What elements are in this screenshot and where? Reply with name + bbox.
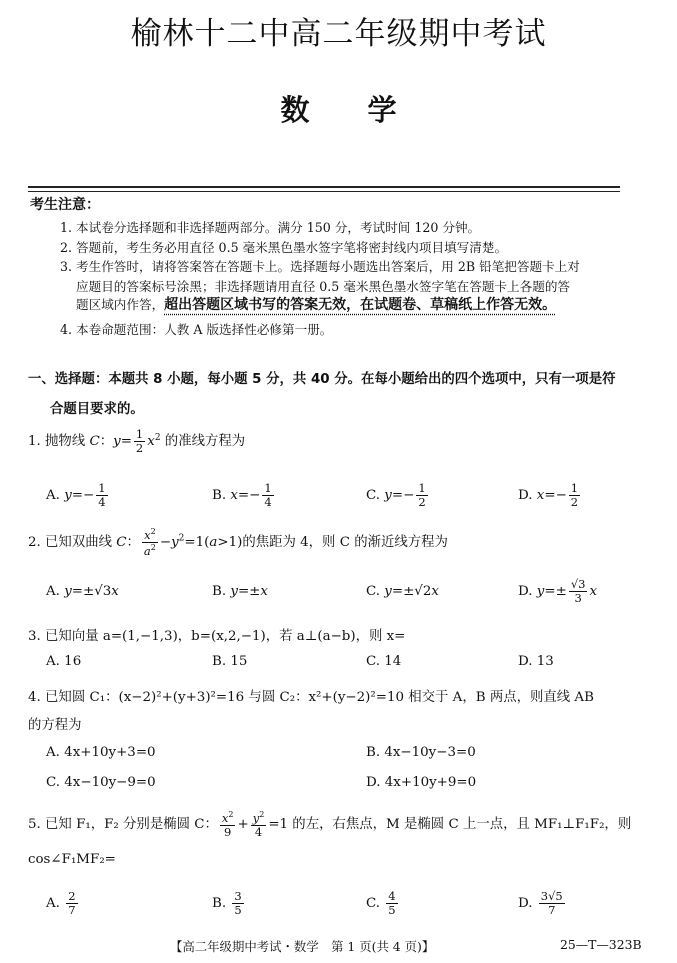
q5-option-b: B. $\frac{3}{5}$ <box>212 889 242 918</box>
divider <box>28 191 620 192</box>
q2-suffix: )的焦距为 4，则 C 的渐近线方程为 <box>237 535 448 551</box>
q4-option-a: A. 4x+10y+3=0 <box>46 745 156 760</box>
question-5-stem-cont: cos∠F₁MF₂= <box>28 852 116 867</box>
q2-prefix: 2. 已知双曲线 <box>28 535 117 551</box>
section-heading-cont: 合题目要求的。 <box>50 402 144 417</box>
q4-option-c: C. 4x−10y−9=0 <box>46 775 156 790</box>
question-1-stem: 1. 抛物线 C：y= $\frac{1}{2}$ $x^2$ 的准线方程为 <box>28 427 246 456</box>
q2-mid: =1( <box>184 535 210 551</box>
page-footer: 【高二年级期中考试・数学 第 1 页(共 4 页)】 <box>170 939 435 954</box>
q1-option-a: A. y=− $\frac{1}{4}$ <box>46 481 106 510</box>
question-2-stem: 2. 已知双曲线 C： $\frac{x^2}{a^2}$ $-y^2=1(a>1)$的焦距为 4，则 C 的渐近线方程为 <box>28 527 448 558</box>
q2-option-b: B. y=±x <box>212 584 268 599</box>
q5-prefix: 5. 已知 F₁，F₂ 分别是椭圆 C： <box>28 817 218 833</box>
q5-option-c: C. $\frac{4}{5}$ <box>366 889 396 918</box>
question-3-stem: 3. 已知向量 a=(1,−1,3)，b=(x,2,−1)，若 a⊥(a−b)，则 x= <box>28 629 406 644</box>
notice-item-1: 1. 本试卷分选择题和非选择题两部分。满分 150 分，考试时间 120 分钟。 <box>60 220 481 235</box>
notice-item-3: 3. 考生作答时，请将答案答在答题卡上。选择题每小题选出答案后，用 2B 铅笔把答题卡上对 <box>60 259 580 274</box>
exam-title: 榆林十二中高二年级期中考试 <box>130 16 547 52</box>
notice-item-4: 4. 本卷命题范围：人教 A 版选择性必修第一册。 <box>60 322 333 337</box>
question-4-stem-cont: 的方程为 <box>28 718 82 733</box>
q1-option-d: D. x=− $\frac{1}{2}$ <box>518 481 579 510</box>
divider <box>28 186 620 188</box>
q2-option-c: C. y=±√2x <box>366 584 439 599</box>
q1-option-c: C. y=− $\frac{1}{2}$ <box>366 481 426 510</box>
notice-text: 题区域内作答， <box>76 297 165 312</box>
notice-heading: 考生注意： <box>30 197 100 213</box>
notice-item-3-cont: 应题目的答案标号涂黑；非选择题请用直径 0.5 毫米黑色墨水签字笔在答题卡上各题的答 <box>76 279 571 294</box>
q1-option-b: B. x=− $\frac{1}{4}$ <box>212 481 272 510</box>
q2-option-d: D. y=± $\frac{√3}{3}$ x <box>518 577 598 606</box>
notice-item-2: 2. 答题前，考生务必用直径 0.5 毫米黑色墨水签字笔将密封线内项目填写清楚。 <box>60 240 508 255</box>
notice-item-3-cont <box>76 294 556 314</box>
question-5-stem: 5. 已知 F₁，F₂ 分别是椭圆 C： $\frac{x^2}{9}$ + $\frac{y^2}{4}$ =1 的左，右焦点，M 是椭圆 C 上一点，且 MF₁⊥F₁F₂，则 <box>28 810 632 840</box>
paper-code: 25—T—323B <box>560 937 642 952</box>
q3-option-a: A. 16 <box>46 654 82 669</box>
q5-option-a: A. $\frac{2}{7}$ <box>46 889 76 918</box>
question-4-stem: 4. 已知圆 C₁：(x−2)²+(y+3)²=16 与圆 C₂：x²+(y−2)²=10 相交于 A，B 两点，则直线 AB <box>28 690 594 705</box>
q1-suffix: 的准线方程为 <box>160 434 246 450</box>
q5-option-d: D. $\frac{3√5}{7}$ <box>518 889 563 918</box>
q3-option-b: B. 15 <box>212 654 248 669</box>
q4-option-d: D. 4x+10y+9=0 <box>366 775 477 790</box>
q3-option-d: D. 13 <box>518 654 554 669</box>
notice-emphasis: 超出答题区域书写的答案无效，在试题卷、草稿纸上作答无效。 <box>164 297 557 313</box>
q4-option-b: B. 4x−10y−3=0 <box>366 745 476 760</box>
subject-title: 数 学 <box>280 93 397 127</box>
section-heading: 一、选择题：本题共 8 小题，每小题 5 分，共 40 分。在每小题给出的四个选项中，只有一项是符 <box>28 372 616 387</box>
fraction: $\frac{1}{2}$ <box>135 427 144 456</box>
q2-option-a: A. y=±√3x <box>46 584 119 599</box>
q3-option-c: C. 14 <box>366 654 402 669</box>
q5-suffix: =1 的左，右焦点，M 是椭圆 C 上一点，且 MF₁⊥F₁F₂，则 <box>268 817 632 833</box>
q1-prefix: 1. 抛物线 <box>28 434 90 450</box>
